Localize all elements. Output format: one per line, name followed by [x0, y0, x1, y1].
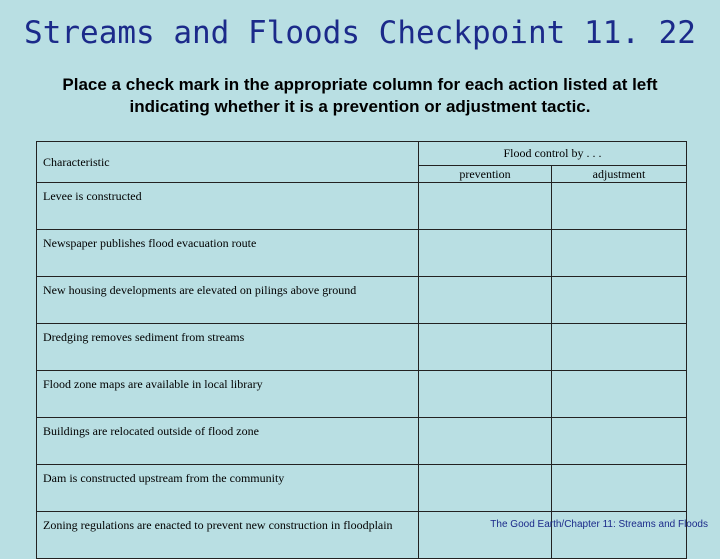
table-row [37, 371, 687, 418]
row-label: Zoning regulations are enacted to prevent new construction in floodplain [37, 512, 419, 559]
adjustment-checkbox-cell[interactable] [552, 230, 687, 277]
table-row [37, 465, 687, 512]
adjustment-checkbox-cell[interactable] [552, 324, 687, 371]
table-row [37, 418, 687, 465]
adjustment-checkbox-cell[interactable] [552, 277, 687, 324]
prevention-checkbox-cell[interactable] [419, 277, 552, 324]
instructions-text: Place a check mark in the appropriate column for each action listed at left indicating whether it is a prevention or adjustment tactic. [62, 75, 658, 116]
adjustment-checkbox-cell[interactable] [552, 371, 687, 418]
characteristic-header: Characteristic [37, 142, 419, 183]
row-label: Levee is constructed [37, 183, 419, 230]
row-label: Buildings are relocated outside of flood zone [37, 418, 419, 465]
prevention-checkbox-cell[interactable] [419, 230, 552, 277]
adjustment-header: adjustment [552, 166, 687, 183]
footer-caption: The Good Earth/Chapter 11: Streams and Floods [490, 519, 708, 530]
row-label: Dam is constructed upstream from the community [37, 465, 419, 512]
table-header-row [37, 142, 687, 166]
prevention-checkbox-cell[interactable] [419, 465, 552, 512]
adjustment-checkbox-cell[interactable] [552, 183, 687, 230]
table-row [37, 324, 687, 371]
adjustment-checkbox-cell[interactable] [552, 465, 687, 512]
row-label: Dredging removes sediment from streams [37, 324, 419, 371]
table-row [37, 277, 687, 324]
checkpoint-table [36, 141, 687, 559]
prevention-header: prevention [419, 166, 552, 183]
prevention-checkbox-cell[interactable] [419, 418, 552, 465]
prevention-checkbox-cell[interactable] [419, 371, 552, 418]
prevention-checkbox-cell[interactable] [419, 324, 552, 371]
row-label: New housing developments are elevated on pilings above ground [37, 277, 419, 324]
table-row [37, 183, 687, 230]
row-label: Newspaper publishes flood evacuation route [37, 230, 419, 277]
page-title: Streams and Floods Checkpoint 11. 22 [24, 15, 696, 51]
adjustment-checkbox-cell[interactable] [552, 418, 687, 465]
row-label: Flood zone maps are available in local library [37, 371, 419, 418]
prevention-checkbox-cell[interactable] [419, 183, 552, 230]
table-row [37, 230, 687, 277]
flood-control-header: Flood control by . . . [419, 142, 687, 166]
